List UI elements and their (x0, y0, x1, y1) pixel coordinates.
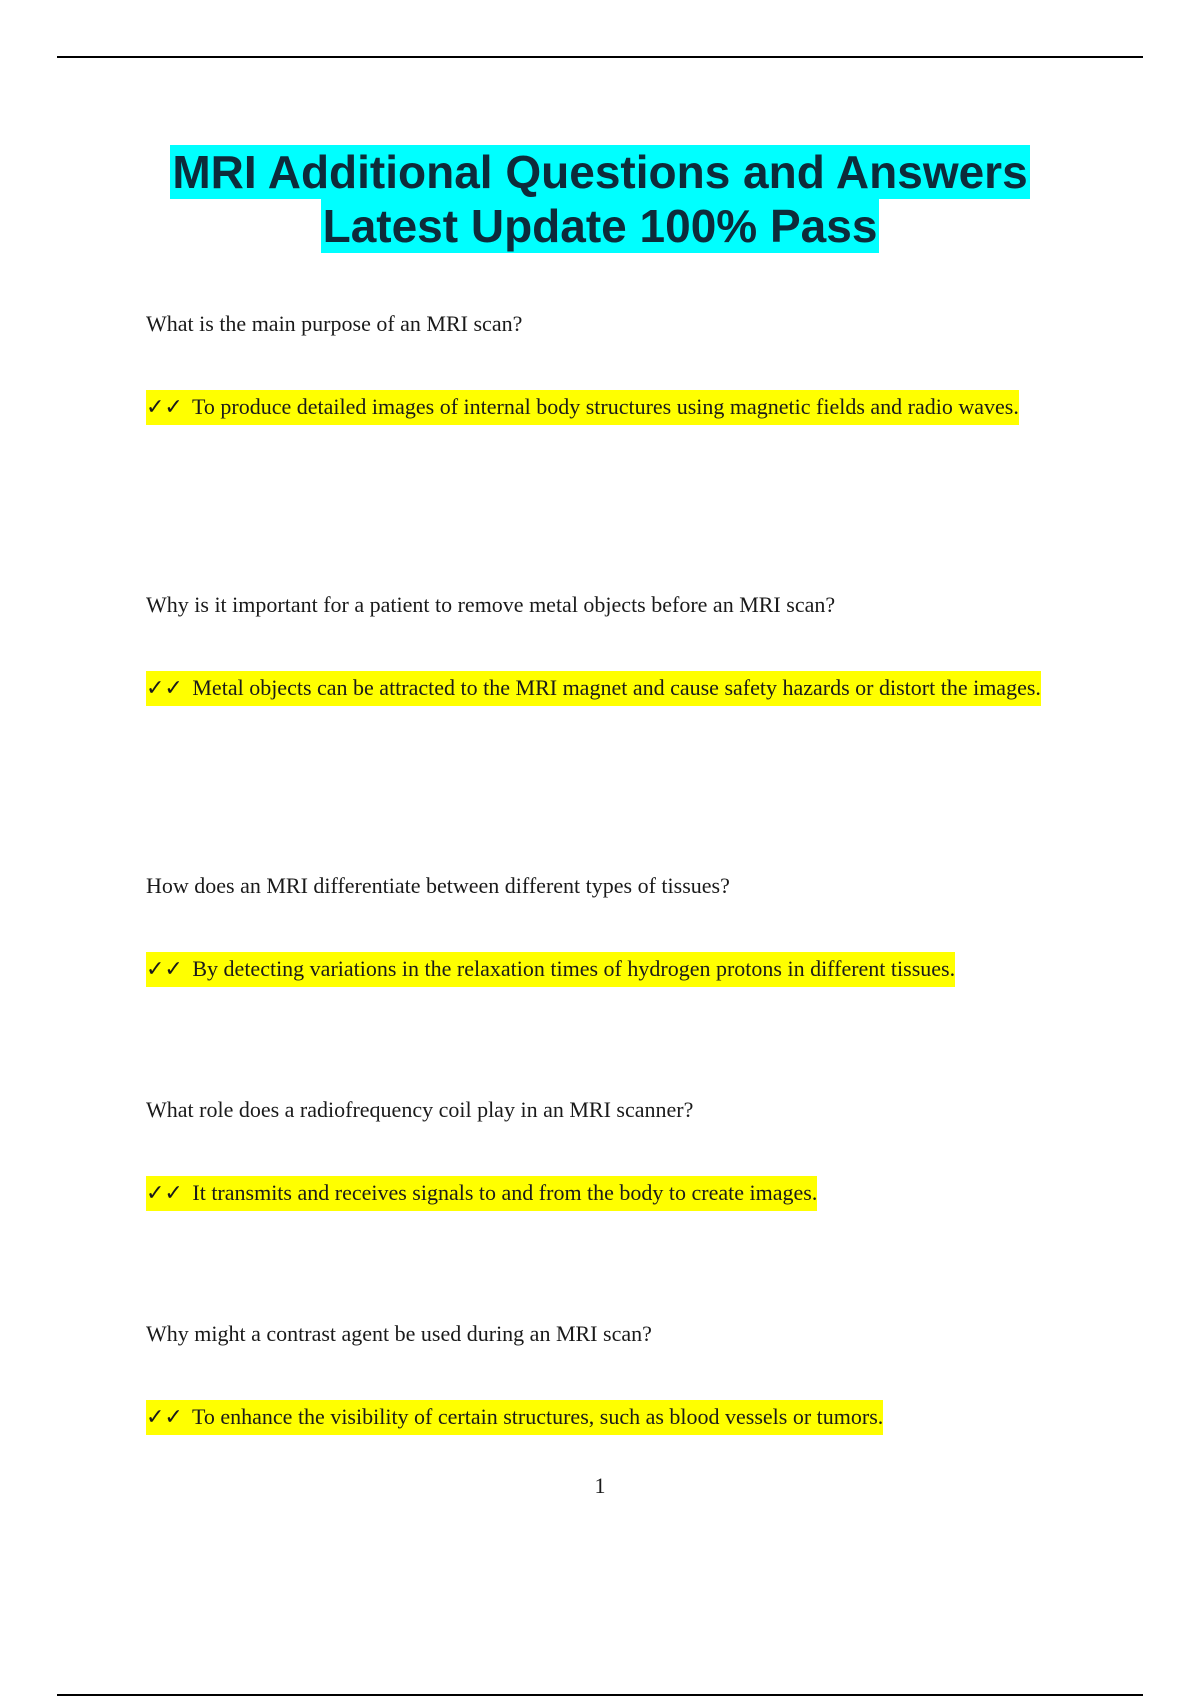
answer-block (146, 658, 1066, 719)
top-rule (57, 56, 1143, 58)
answer-text: By detecting variations in the relaxation times of hydrogen protons in different tissues. (192, 956, 956, 981)
double-check-icon: ✓✓ (146, 395, 183, 420)
double-check-icon: ✓✓ (146, 1405, 183, 1430)
question-text: Why might a contrast agent be used during an MRI scan? (146, 1321, 652, 1346)
answer-block (146, 1163, 1066, 1224)
answer-text: Metal objects can be attracted to the MRI magnet and cause safety hazards or distort the images. (192, 675, 1041, 700)
double-check-icon: ✓✓ (146, 1181, 183, 1206)
double-check-icon: ✓✓ (146, 957, 183, 982)
title-line-1: MRI Additional Questions and Answers (172, 146, 1028, 198)
document-title (0, 145, 1200, 253)
qa-item (146, 309, 1066, 438)
double-check-icon: ✓✓ (146, 676, 183, 701)
qa-item (146, 590, 1066, 719)
qa-item (146, 1319, 1066, 1448)
bottom-rule (57, 1694, 1143, 1696)
answer-text: To produce detailed images of internal body structures using magnetic fields and radio waves. (191, 394, 1019, 419)
page-number: 1 (594, 1473, 606, 1498)
answer-block (146, 939, 1066, 1000)
qa-item (146, 871, 1066, 1000)
qa-item (146, 1095, 1066, 1224)
answer-block (146, 1387, 1066, 1448)
question-text: How does an MRI differentiate between different types of tissues? (146, 873, 730, 898)
answer-text: It transmits and receives signals to and from the body to create images. (192, 1180, 818, 1205)
title-line-2: Latest Update 100% Pass (322, 200, 878, 252)
answer-block (146, 377, 1066, 438)
question-text: Why is it important for a patient to remove metal objects before an MRI scan? (146, 592, 836, 617)
question-text: What role does a radiofrequency coil play in an MRI scanner? (146, 1097, 694, 1122)
question-text: What is the main purpose of an MRI scan? (146, 311, 523, 336)
answer-text: To enhance the visibility of certain structures, such as blood vessels or tumors. (191, 1404, 884, 1429)
